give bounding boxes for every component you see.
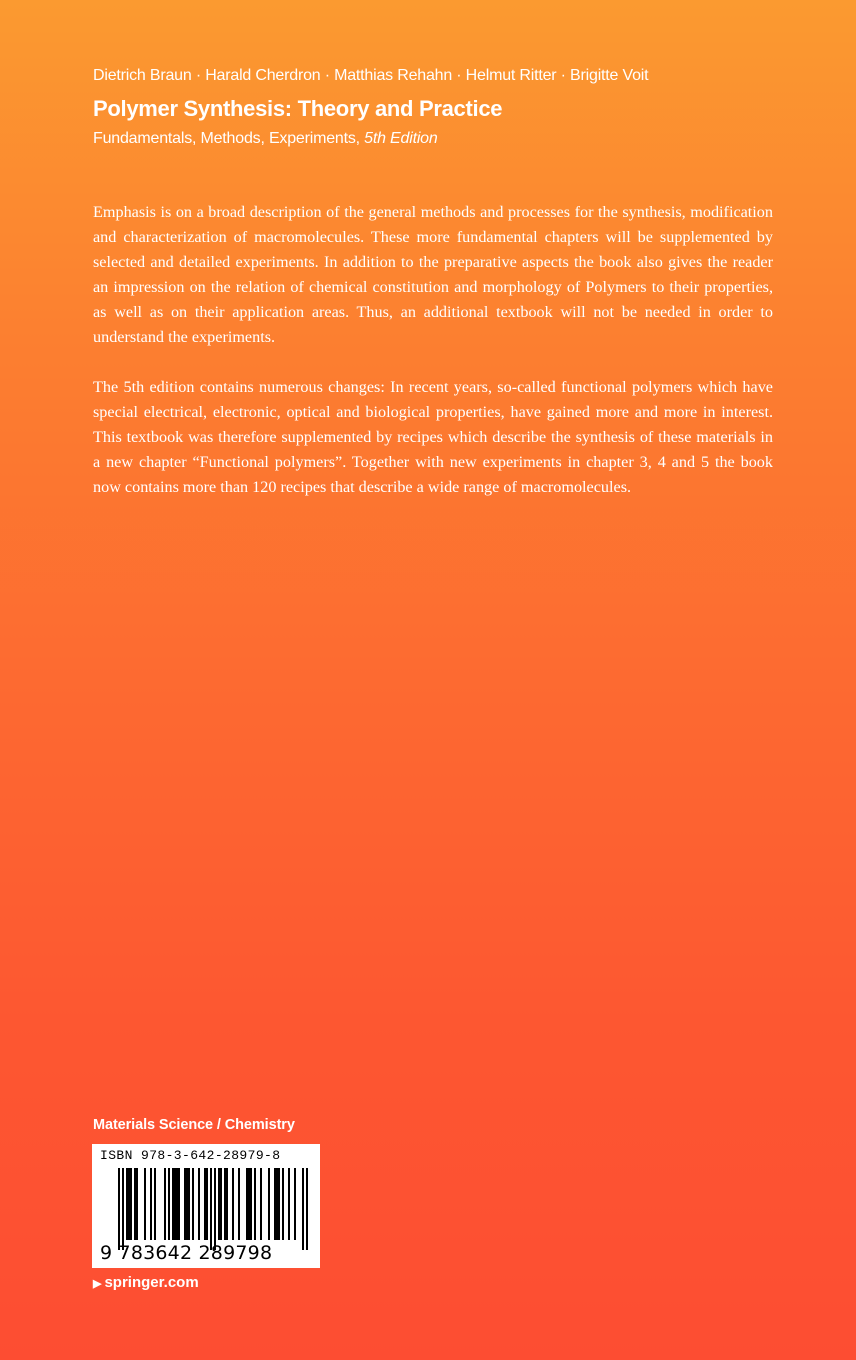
barcode-bar <box>184 1168 186 1240</box>
blurb <box>93 200 773 525</box>
barcode-bar <box>122 1168 124 1250</box>
barcode-bar <box>186 1168 188 1240</box>
barcode-bar <box>268 1168 270 1240</box>
book-title: Polymer Synthesis: Theory and Practice <box>93 96 503 121</box>
barcode-bar <box>260 1168 262 1240</box>
barcode-bar <box>188 1168 190 1240</box>
cover-header <box>93 64 793 150</box>
barcode-bar <box>248 1168 250 1240</box>
barcode-bar <box>168 1168 170 1240</box>
barcode-bar <box>232 1168 234 1240</box>
barcode-bar <box>218 1168 220 1240</box>
barcode-bar <box>134 1168 136 1240</box>
barcode-bar <box>144 1168 146 1240</box>
barcode-bar <box>204 1168 206 1240</box>
barcode-bar <box>198 1168 200 1240</box>
book-subtitle <box>93 128 793 150</box>
isbn-text: ISBN 978-3-642-28979-8 <box>100 1148 281 1163</box>
publisher-link[interactable] <box>93 1274 199 1291</box>
barcode-bar <box>136 1168 138 1240</box>
barcode-bar <box>294 1168 296 1240</box>
barcode-bar <box>118 1168 120 1250</box>
barcode-bar <box>238 1168 240 1240</box>
isbn-barcode <box>92 1144 320 1268</box>
blurb-paragraph-1: Emphasis is on a broad description of the general methods and processes for the synthesis, modification and characterization of macromolecules. These more fundamental chapters will be supplemented by selected and detailed experiments. In addition to the preparative aspects the book also gives the reader an impression on the relation of chemical constitution and morphology of Polymers to their properties, as well as on their application areas. Thus, an additional textbook will not be needed in order to understand the experiments. <box>93 203 773 346</box>
barcode-bar <box>164 1168 166 1240</box>
barcode-bar <box>226 1168 228 1240</box>
blurb-paragraph-2: The 5th edition contains numerous changes: In recent years, so-called functional polymers which have special electrical, electronic, optical and biological properties, have gained more and more in interest. This textbook was therefore supplemented by recipes which describe the synthesis of these materials in a new chapter “Functional polymers”. Together with new experiments in chapter 3, 4 and 5 the book now contains more than 120 recipes that describe a wide range of macromolecules. <box>93 378 773 496</box>
barcode-bar <box>128 1168 130 1240</box>
barcode-bar <box>276 1168 278 1240</box>
barcode-bar <box>220 1168 222 1240</box>
publisher-url: springer.com <box>104 1274 199 1291</box>
barcode-bar <box>214 1168 216 1250</box>
barcode-bar <box>254 1168 256 1240</box>
barcode-bar <box>274 1168 276 1240</box>
barcode-bar <box>302 1168 304 1250</box>
barcode-bar <box>210 1168 212 1250</box>
subject-category: Materials Science / Chemistry <box>93 1117 295 1133</box>
barcode-bar <box>172 1168 174 1240</box>
barcode-digits: 9 783642 289798 <box>100 1242 273 1264</box>
author-list: Dietrich Braun · Harald Cherdron · Matthias Rehahn · Helmut Ritter · Brigitte Voit <box>93 67 649 84</box>
barcode-bar <box>150 1168 152 1240</box>
barcode-bar <box>154 1168 156 1240</box>
edition-label: 5th Edition <box>364 130 438 147</box>
barcode-bar <box>178 1168 180 1240</box>
barcode-bar <box>176 1168 178 1240</box>
subtitle-main: Fundamentals, Methods, Experiments, <box>93 130 365 147</box>
barcode-bar <box>246 1168 248 1240</box>
barcode-bar <box>282 1168 284 1240</box>
barcode-bar <box>306 1168 308 1250</box>
barcode-bar <box>288 1168 290 1240</box>
barcode-bar <box>192 1168 194 1240</box>
barcode-bar <box>278 1168 280 1240</box>
triangle-right-icon: ▶ <box>93 1278 102 1290</box>
barcode-bar <box>206 1168 208 1240</box>
barcode-bar <box>130 1168 132 1240</box>
barcode-bar <box>250 1168 252 1240</box>
barcode-bar <box>224 1168 226 1240</box>
barcode-bar <box>126 1168 128 1240</box>
barcode-bar <box>174 1168 176 1240</box>
